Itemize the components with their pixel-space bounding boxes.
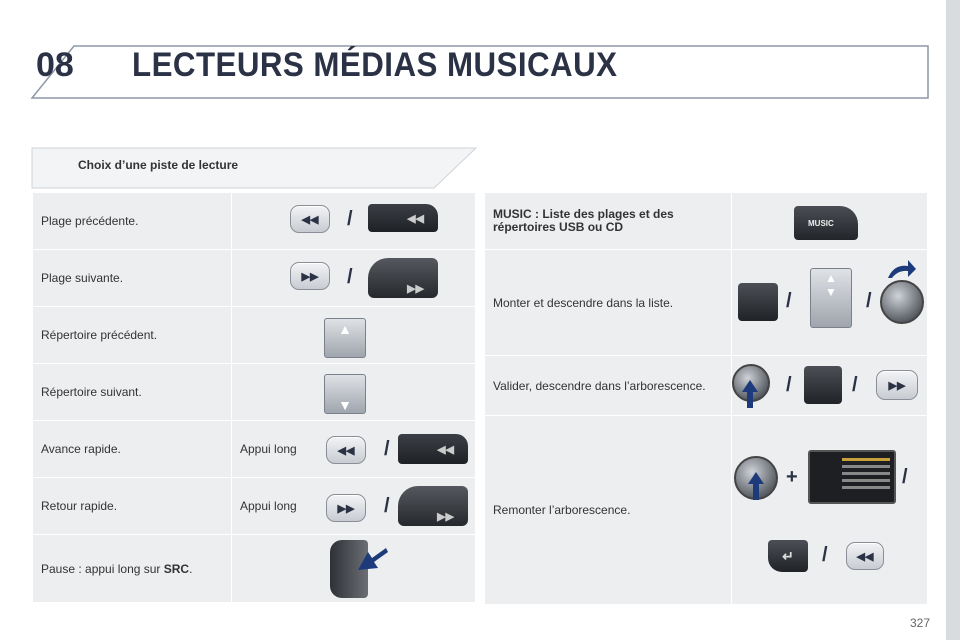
steering-control-ff-icon: ◀◀: [398, 434, 468, 464]
table-row: [485, 250, 732, 356]
press-arrow-icon: [356, 546, 390, 574]
table-row: [485, 416, 732, 605]
row-label: Monter et descendre dans la liste.: [493, 295, 674, 310]
rewind-button: ▶▶: [326, 494, 366, 522]
separator: /: [786, 290, 792, 312]
press-arrow-back-icon: [746, 470, 766, 502]
row-label: Avance rapide.: [41, 442, 121, 456]
previous-track-button: ◀◀: [290, 205, 330, 233]
scroll-wheel-press-icon: [804, 366, 842, 404]
table-row: Pause : appui long sur SRC.: [33, 535, 232, 603]
next-track-button: ▶▶: [290, 262, 330, 290]
separator: /: [822, 544, 828, 566]
previous-button-icon: ◀◀: [846, 542, 884, 570]
music-button-icon: [794, 206, 858, 240]
table-row: [33, 421, 232, 478]
left-table: [32, 192, 476, 603]
row-label-bold: SRC: [163, 561, 190, 576]
steering-control-next-icon: ▶▶: [368, 258, 438, 298]
folder-up-icon: ▲: [324, 318, 366, 358]
music-label: MUSIC: [808, 218, 834, 228]
rotary-knob-icon: [880, 280, 924, 324]
folder-down-icon: ▼: [324, 374, 366, 414]
separator: /: [384, 438, 390, 460]
back-button-icon: ↵: [768, 540, 808, 572]
table-row: [33, 193, 232, 250]
row-label: Plage précédente.: [41, 214, 139, 228]
separator: /: [347, 208, 353, 230]
page-title: LECTEURS MÉDIAS MUSICAUX: [132, 46, 618, 84]
scroll-wheel-icon: [738, 283, 778, 321]
screen-list-icon: [808, 450, 896, 504]
row-label: Remonter l’arborescence.: [493, 503, 631, 517]
row-label: Pause : appui long sur: [41, 561, 164, 576]
row-label: Valider, descendre dans l’arborescence.: [493, 378, 706, 393]
steering-control-rw-icon: ▶▶: [398, 486, 468, 526]
rotate-arrow-icon: [884, 258, 918, 280]
table-row: [485, 193, 732, 250]
separator: /: [384, 495, 390, 517]
chapter-number: 08: [36, 46, 74, 84]
next-button-icon: ▶▶: [876, 370, 918, 400]
table-row: [33, 364, 232, 421]
side-bar: [946, 0, 960, 640]
separator: /: [852, 374, 858, 396]
press-arrow-up-icon: [740, 378, 760, 410]
fast-forward-button: ◀◀: [326, 436, 366, 464]
plus-sign: +: [786, 466, 798, 488]
row-label: Répertoire suivant.: [41, 385, 142, 399]
table-row: [33, 250, 232, 307]
separator: /: [866, 290, 872, 312]
page-number: 327: [909, 616, 930, 630]
row-note: Appui long: [240, 442, 297, 456]
separator: /: [786, 374, 792, 396]
separator: /: [347, 266, 353, 288]
row-note: Appui long: [240, 499, 297, 513]
steering-control-prev-icon: ◀◀: [368, 204, 438, 232]
up-down-arrows-icon: ▲ ▼: [810, 268, 852, 328]
separator: /: [902, 466, 908, 488]
section-title: Choix d’une piste de lecture: [78, 158, 239, 172]
row-label: Retour rapide.: [41, 499, 118, 513]
row-label: MUSIC : Liste des plages et des répertoires USB ou CD: [493, 207, 674, 234]
table-row: [33, 307, 232, 364]
table-row: [485, 356, 732, 416]
table-row: [33, 478, 232, 535]
row-label: Plage suivante.: [41, 271, 124, 285]
row-label: Répertoire précédent.: [41, 328, 158, 342]
